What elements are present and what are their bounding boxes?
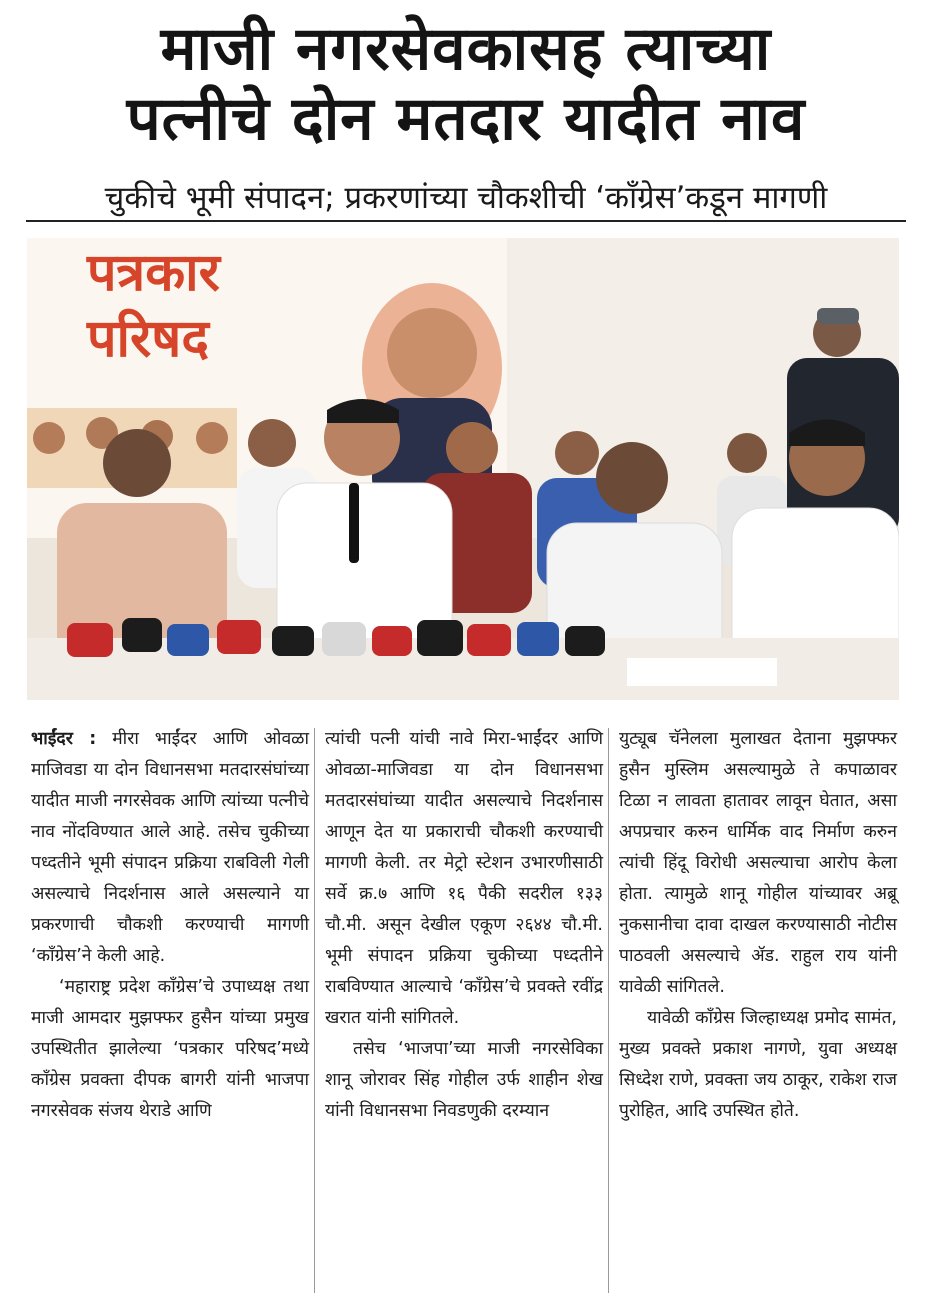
headline-line-2: पत्नीचे दोन मतदार यादीत नाव: [126, 84, 806, 154]
paragraph-1-text: मीरा भाईंदर आणि ओवळा माजिवडा या दोन विधानसभा मतदारसंघांच्या यादीत माजी नगरसेवक आणि त्यांच्या पत्नीचे नाव नोंदविण्यात आले आहे. तसेच चुकीच्या पध्दतीने भूमी संपादन प्रक्रिया राबविली गेली असल्याचे निदर्शनास आले असल्याने या प्रकरणाची चौकशी करण्याची मागणी ‘काँग्रेस’ने केली आहे.: [31, 729, 310, 966]
banner-text-line-2: परिषद: [87, 309, 209, 369]
paragraph-5: युट्यूब चॅनेलला मुलाखत देताना मुझफ्फर हुसैन मुस्लिम असल्यामुळे ते कपाळावर टिळा न लावता हातावर लावून घेतात, असा अपप्रचार करुन धार्मिक वाद निर्माण करुन त्यांची हिंदू विरोधी असल्याचा आरोप केला होता. त्यामुळे शानू गोहील यांच्यावर अब्रू नुकसानीचा दावा दाखल करण्यासाठी नोटीस पाठवली असल्याचे ॲड. राहुल राय यांनी यावेळी सांगितले.: [619, 729, 897, 997]
dateline: भाईंदर :: [31, 729, 97, 749]
standing-man-cap: [817, 308, 859, 324]
press-conference-photo: [27, 238, 899, 700]
article-column-2: [325, 724, 603, 1127]
headline: [20, 14, 912, 154]
paragraph-2: ‘महाराष्ट्र प्रदेश काँग्रेस’चे उपाध्यक्ष तथा माजी आमदार मुझफ्फर हुसैन यांच्या प्रमुख उपस्थितीत झालेल्या ‘पत्रकार परिषद’मध्ये काँग्रेस प्रवक्ता दीपक बागरी यांनी भाजपा नगरसेवक संजय थेराडे आणि: [31, 977, 309, 1121]
article-column-3: [619, 724, 897, 1127]
column-rule-1: [314, 728, 315, 1293]
paragraph-4: तसेच ‘भाजपा’च्या माजी नगरसेविका शानू जोरावर सिंह गोहील उर्फ शाहीन शेख यांनी विधानसभा निवडणुकी दरम्यान: [325, 1039, 603, 1121]
paragraph-3: त्यांची पत्नी यांची नावे मिरा-भाईंदर आणि ओवळा-माजिवडा या दोन विधानसभा मतदारसंघांच्या यादीत असल्याचे निदर्शनास आणून देत या प्रकाराची चौकशी करण्याची मागणी केली. तर मेट्रो स्टेशन उभारणीसाठी सर्वे क्र.७ आणि १६ पैकी सदरील १३३ चौ.मी. असून देखील एकूण २६४४ चौ.मी. भूमी संपादन प्रक्रिया चुकीच्या पध्दतीने राबविण्यात आल्याचे ‘काँग्रेस’चे प्रवक्ते रवींद्र खरात यांनी सांगितले.: [325, 729, 603, 1028]
column-rule-2: [608, 728, 609, 1293]
article-column-1: [31, 724, 309, 1127]
photo-illustration: [27, 238, 899, 700]
papers: [627, 658, 777, 686]
headline-line-1: माजी नगरसेवकासह त्याच्या: [160, 14, 772, 84]
banner-portrait-face: [387, 308, 477, 398]
paragraph-1: [31, 724, 309, 972]
subheadline: चुकीचे भूमी संपादन; प्रकरणांच्या चौकशीची ‘काँग्रेस’कडून मागणी: [26, 176, 906, 222]
banner-text-line-1: पत्रकार: [87, 243, 220, 303]
microphone-cluster: [67, 618, 605, 657]
paragraph-6: यावेळी काँग्रेस जिल्हाध्यक्ष प्रमोद सामंत, मुख्य प्रवक्ते प्रकाश नागणे, युवा अध्यक्ष सिध्देश राणे, प्रवक्ता जय ठाकूर, राकेश राज पुरोहित, आदि उपस्थित होते.: [619, 1008, 897, 1121]
